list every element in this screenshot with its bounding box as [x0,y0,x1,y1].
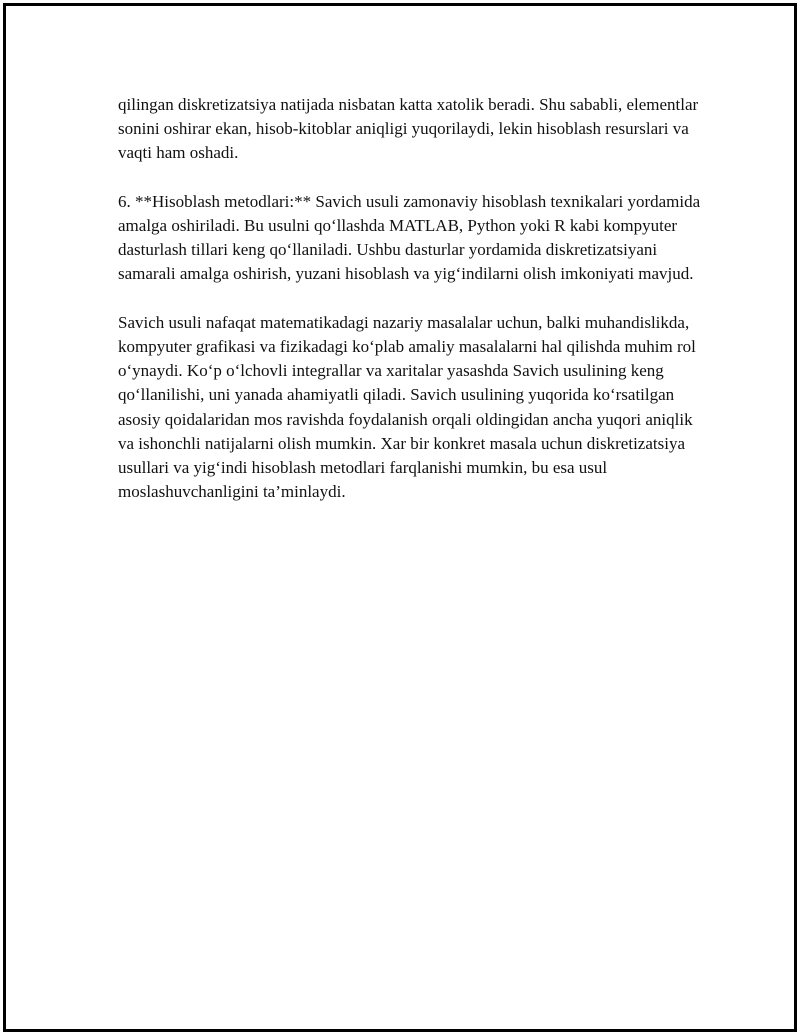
document-body [118,93,708,529]
paragraph-savich-applications: Savich usuli nafaqat matematikadagi nazariy masalalar uchun, balki muhandislikda, kompyuter grafikasi va fizikadagi ko‘plab amaliy masalalarni hal qilishda muhim rol o‘ynaydi. Ko‘p o‘lchovli integrallar va xaritalar yasashda Savich usulining keng qo‘llanilishi, uni yanada ahamiyatli qiladi. Savich usulining yuqorida ko‘rsatilgan asosiy qoidalaridan mos ravishda foydalanish orqali oldingidan ancha yuqori aniqlik va ishonchli natijalarni olish mumkin. Xar bir konkret masala uchun diskretizatsiya usullari va yig‘indi hisoblash metodlari farqlanishi mumkin, bu esa usul moslashuvchanligini ta’minlaydi. [118,312,696,502]
paragraph-computation-methods: 6. **Hisoblash metodlari:** Savich usuli zamonaviy hisoblash texnikalari yordamida amalga oshiriladi. Bu usulni qo‘llashda MATLAB, Python yoki R kabi kompyuter dasturlash tillari keng qo‘llaniladi. Ushbu dasturlar yordamida diskretizatsiyani samarali amalga oshirish, yuzani hisoblash va yig‘indilarni olish imkoniyati mavjud. [118,191,701,284]
paragraph-discretization-error: qilingan diskretizatsiya natijada nisbatan katta xatolik beradi. Shu sababli, elementlar sonini oshirar ekan, hisob-kitoblar aniqligi yuqorilaydi, lekin hisoblash resurslari va vaqti ham oshadi. [118,95,699,163]
